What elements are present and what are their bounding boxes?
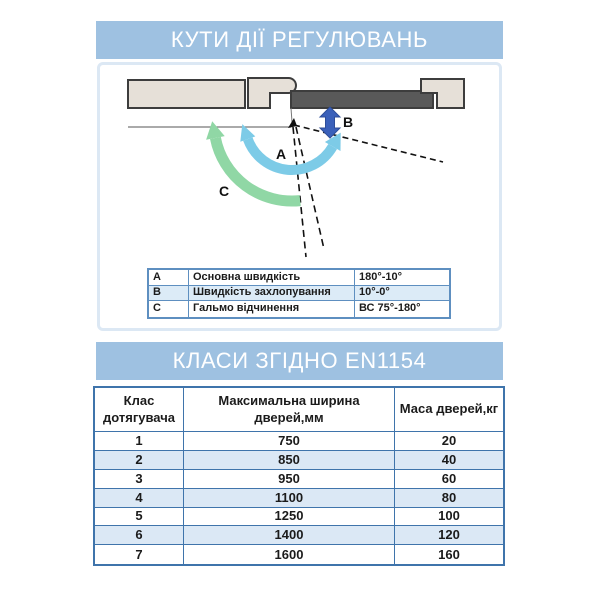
label-a: A [276, 146, 287, 162]
table-cell: 80 [395, 489, 503, 508]
hinge-connector-line [291, 108, 292, 122]
table-cell: 950 [184, 470, 395, 489]
table-cell: 180°-10° [355, 270, 449, 286]
table-cell: 60 [395, 470, 503, 489]
table-cell: 120 [395, 526, 503, 545]
table-cell: 4 [95, 489, 184, 508]
en1154-classes-table [93, 386, 505, 566]
door-frame-left [248, 78, 296, 108]
arrow-b [320, 107, 340, 138]
table-cell: 10°-0° [355, 286, 449, 302]
section2-title-banner [96, 342, 503, 380]
section1-title: КУТИ ДІЇ РЕГУЛЮВАНЬ [170, 27, 429, 52]
door-angle-dashed-line-1 [293, 127, 306, 257]
table-cell: 5 [95, 508, 184, 527]
table-cell: 3 [95, 470, 184, 489]
table-cell: 6 [95, 526, 184, 545]
hinge-point [288, 118, 297, 128]
table-cell: 160 [438, 546, 460, 562]
table-cell: 7 [95, 545, 184, 564]
door-angle-10deg-dashed-line [294, 125, 443, 162]
table-cell: Основна швидкість [189, 270, 355, 286]
column-header: Максимальна ширина дверей,мм [184, 388, 395, 432]
table-cell: A [149, 270, 189, 286]
wall-section [128, 80, 245, 108]
adjustment-angles-table [147, 268, 451, 319]
column-header: Клас дотягувача [95, 388, 184, 432]
arc-c-arrowhead [206, 121, 225, 140]
label-b: B [343, 114, 354, 130]
table-cell: 1 [95, 432, 184, 451]
table-cell: ВС 75°-180° [359, 302, 421, 315]
column-header: Маса дверей,кг [395, 388, 503, 432]
table-cell: 1400 [184, 526, 395, 545]
table-cell: Гальмо відчинення [189, 301, 355, 317]
arc-a [248, 139, 333, 170]
section1-title-banner [96, 21, 503, 59]
table-cell: 20 [395, 432, 503, 451]
table-cell: 850 [184, 451, 395, 470]
table-cell: C [149, 301, 189, 317]
table-cell: Швидкість захлопування [189, 286, 355, 302]
table-cell: B [149, 286, 189, 302]
table-cell: 2 [95, 451, 184, 470]
door-angle-dashed-line-2 [296, 127, 324, 249]
table-cell: 1250 [184, 508, 395, 527]
door-leaf-closed [291, 91, 433, 108]
table-cell: 1600 [184, 545, 395, 564]
table-cell: 100 [395, 508, 503, 527]
label-c: C [219, 183, 230, 199]
table-cell: 750 [184, 432, 395, 451]
table-cell: 40 [395, 451, 503, 470]
table-cell: 1100 [184, 489, 395, 508]
section2-title: КЛАСИ ЗГІДНО EN1154 [172, 348, 427, 373]
